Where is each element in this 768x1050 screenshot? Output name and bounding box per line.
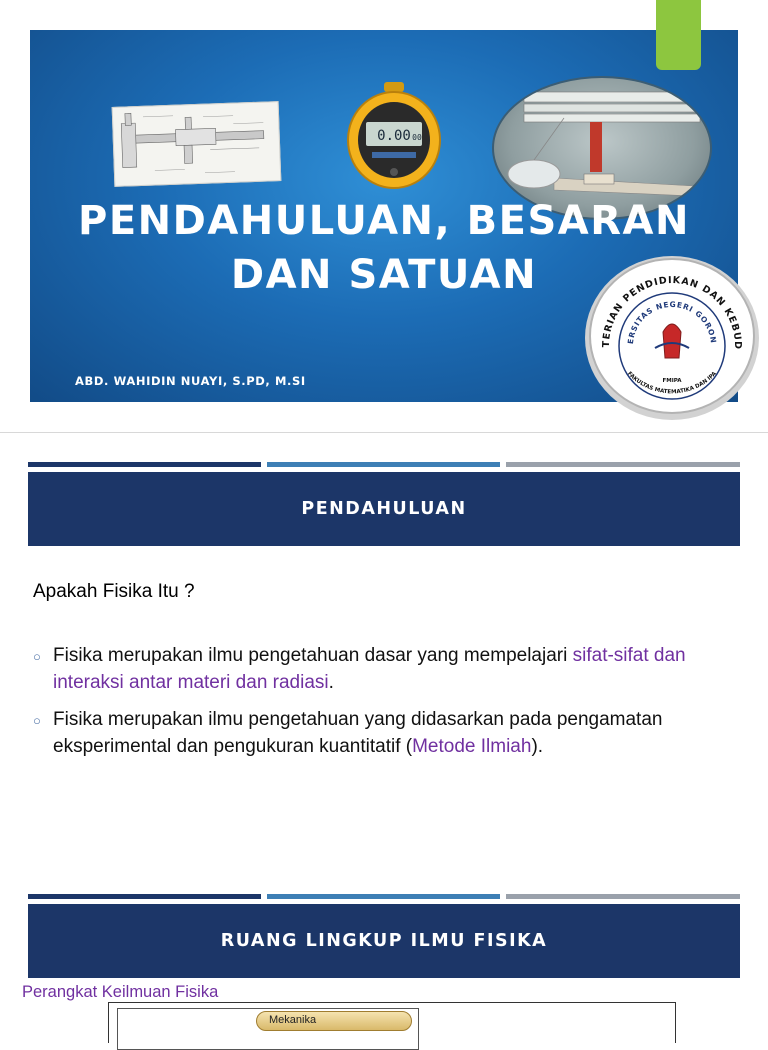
bullet-list (33, 642, 733, 770)
university-seal-logo (583, 250, 761, 422)
stopwatch-subdisplay: 00 (412, 133, 422, 142)
accent-tab (656, 0, 701, 70)
diagram-node-mekanika: Mekanika (256, 1011, 412, 1031)
stopwatch-image (346, 82, 442, 190)
circle-bullet-icon: ○ (33, 649, 41, 664)
section-banner-ruang-lingkup: RUANG LINGKUP ILMU FISIKA (28, 904, 740, 978)
highlight-text: Metode Ilmiah (412, 736, 532, 757)
question-heading: Apakah Fisika Itu ? (33, 581, 195, 602)
vernier-caliper-image (112, 101, 282, 187)
header-stripes (28, 462, 740, 467)
seal-faculty-label: FMIPA (662, 378, 682, 384)
seal-inner-text: ERSITAS NEGERI GORON (625, 299, 719, 345)
seal-outer-text: TERIAN PENDIDIKAN DAN KEBUD (600, 274, 744, 351)
slide-title-line-1: PENDAHULUAN, BESARAN (78, 198, 690, 244)
physics-branches-diagram (108, 1002, 676, 1043)
circle-bullet-icon: ○ (33, 713, 41, 728)
author-name: ABD. WAHIDIN NUAYI, S.PD, M.SI (75, 374, 306, 388)
slide-divider (0, 432, 768, 433)
slide-title-line-2: DAN SATUAN (230, 252, 538, 298)
stopwatch-display: 0.00 (377, 128, 411, 144)
subheading: Perangkat Keilmuan Fisika (22, 983, 219, 1001)
seal-bottom-text: FAKULTAS MATEMATIKA DAN IPA (626, 370, 718, 396)
bullet-item: ○ Fisika merupakan ilmu pengetahuan yang didasarkan pada pengamatan eksperimental dan pengukuran kuantitatif (Metode Ilmiah). (33, 706, 733, 760)
bullet-item: ○ Fisika merupakan ilmu pengetahuan dasar yang mempelajari sifat-sifat dan interaksi antar materi dan radiasi. (33, 642, 733, 696)
header-stripes (28, 894, 740, 899)
highlight-text: sifat-sifat dan interaksi antar materi dan radiasi (53, 645, 686, 693)
section-banner-pendahuluan: PENDAHULUAN (28, 472, 740, 546)
